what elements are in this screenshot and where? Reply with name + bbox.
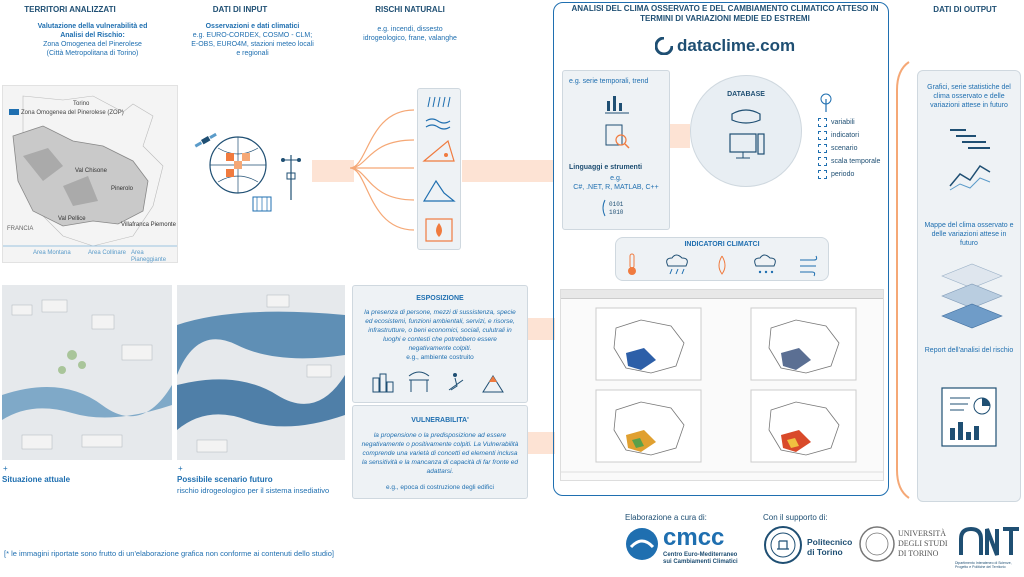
- database-item: [818, 142, 880, 155]
- gantt-icon: [950, 130, 990, 148]
- binary-code-icon: [599, 196, 635, 220]
- building-icon: [253, 197, 271, 211]
- dist-caption: Dipartimento Interateneo di Scienze, Progetto e Politiche del Territorio: [955, 561, 1012, 569]
- output-bracket: [893, 60, 911, 500]
- cmcc-emblem-icon: [625, 527, 659, 561]
- screenshot-maps-svg: [561, 290, 883, 480]
- esposizione-body: la presenza di persone, mezzi di sussistenza, specie ed ecosistemi, funzioni ambientali, servizi, e risorse, infrastrutture, o beni economici, sociali, culutrali in luoghi e contesti che potrebbero essere negativamente colpiti.: [364, 309, 516, 352]
- indicatori-icons: [624, 252, 820, 278]
- output-grafici: Grafici, serie statistiche del clima osservato e delle variazioni attese in futuro: [927, 84, 1011, 109]
- indicatori-panel: [615, 237, 829, 281]
- map-label-val-chisone: Val Chisone: [75, 168, 107, 174]
- database-item: [818, 168, 880, 181]
- dataclime-logo: [655, 35, 795, 57]
- rischi-branch-lines: [348, 100, 416, 240]
- dist-mark-icon: [957, 527, 1021, 557]
- fire-icon: [426, 219, 452, 241]
- vulnerabilita-title: VULNERABILITA': [411, 417, 469, 424]
- server-computer-icon: [726, 106, 766, 166]
- map-panel: [751, 308, 856, 380]
- skier-icon: [449, 373, 463, 390]
- unito-seal-icon: [858, 525, 896, 563]
- cmcc-sub1: Centro Euro-Mediterraneo: [663, 552, 738, 558]
- map-label-villafranca: Villafranca Piemonte: [121, 222, 176, 228]
- weather-station-icon: [281, 155, 301, 200]
- rain-cloud-icon: [667, 255, 688, 274]
- footer-note: [* le immagini riportate sono frutto di un'elaborazione grafica non conforme ai contenuti dello studio]: [4, 549, 334, 558]
- map-label-pinerolo: Pinerolo: [111, 186, 134, 192]
- unito-line3: DI TORINO: [898, 549, 939, 558]
- scenario-futuro-body: rischio idrogeologico per il sistema insediativo: [177, 486, 330, 495]
- layered-maps-icon: [932, 256, 1007, 336]
- dati-input-title: Osservazioni e dati climatici: [205, 23, 300, 30]
- polito-line2: di Torino: [807, 547, 843, 557]
- serie-linguaggi-panel: [562, 70, 670, 230]
- map-label-francia: FRANCIA: [7, 226, 34, 232]
- polito-seal-icon: [763, 525, 803, 565]
- rischi-icon-panel: [417, 88, 461, 250]
- map-label-zona: Zona Omogenea del Pinerolese (ZOP): [21, 110, 124, 116]
- aerial-future-svg: [177, 285, 345, 460]
- dataclime-text: dataclime.com: [677, 36, 796, 55]
- map-label-torino: Torino: [73, 101, 90, 107]
- linguaggi-body1: e.g.: [610, 175, 622, 182]
- zop-legend-swatch: [9, 109, 19, 115]
- scenario-futuro-title: Possibile scenario futuro: [177, 475, 273, 484]
- database-item: [818, 116, 880, 129]
- output-charts-icons: [946, 126, 996, 196]
- output-mappe: Mappe del clima osservato e delle variazioni attese in futuro: [924, 222, 1014, 247]
- document-search-icon: [603, 123, 633, 151]
- thermometer-icon: [628, 254, 636, 275]
- cmcc-logo: [625, 525, 750, 573]
- header-dati-input: DATI DI INPUT: [212, 5, 268, 14]
- supporto-label: Con il supporto di:: [763, 513, 828, 522]
- territori-line4: (Città Metropolitana di Torino): [46, 50, 139, 57]
- territori-line3: Zona Omogenea del Pinerolese: [43, 41, 142, 48]
- database-item-label: variabili: [831, 119, 855, 126]
- situazione-attuale-label: Situazione attuale: [2, 475, 71, 484]
- rain-icon: [428, 97, 450, 107]
- header-analisi: ANALISI DEL CLIMA OSSERVATO E DEL CAMBIAMENTO CLIMATICO ATTESO IN TERMINI DI VARIAZIONI MEDIE ED ESTREMI: [571, 4, 879, 23]
- aerial-current-svg: [2, 285, 172, 460]
- landslide-icon: [424, 141, 454, 161]
- polito-logo: [763, 525, 858, 570]
- esposizione-title: ESPOSIZIONE: [416, 295, 464, 302]
- territori-line2: Analisi del Rischio:: [60, 32, 125, 39]
- satellite-icon: [194, 132, 217, 148]
- mountain-icon: [483, 376, 503, 392]
- line-chart-icon: [950, 166, 990, 190]
- database-item-label: periodo: [831, 171, 855, 178]
- database-item-label: indicatori: [831, 132, 860, 139]
- database-title: DATABASE: [727, 91, 765, 98]
- serie-text: e.g. serie temporali, trend: [569, 78, 649, 85]
- polito-line1: Politecnico: [807, 537, 853, 547]
- unito-logo: [858, 525, 958, 570]
- map-label-val-pellice: Val Pellice: [58, 216, 86, 222]
- database-item: [818, 129, 880, 142]
- map-label-area-montana: Area Montana: [33, 250, 71, 256]
- plus-marker-2: +: [178, 464, 183, 473]
- dist-logo: [955, 525, 1023, 575]
- svg-text:1010: 1010: [609, 209, 624, 216]
- map-panel: [751, 390, 856, 462]
- drop-fire-icon: [719, 256, 725, 274]
- database-item-label: scala temporale: [831, 158, 881, 165]
- dataclime-icon: [655, 37, 673, 55]
- vulnerabilita-example: e.g., epoca di costruzione degli edifici: [385, 484, 495, 491]
- header-territori: TERRITORI ANALIZZATI: [24, 5, 116, 14]
- header-output: DATI DI OUTPUT: [933, 5, 997, 14]
- vulnerabilita-panel: [352, 405, 528, 499]
- aerial-current-image: [2, 285, 172, 460]
- dati-input-illustration: [193, 115, 313, 215]
- database-circle: [690, 75, 802, 187]
- touch-icon: [815, 92, 837, 114]
- unito-line2: DEGLI STUDI: [898, 539, 948, 548]
- cmcc-wordmark: cmcc: [663, 524, 725, 551]
- connector-esposizione: [527, 318, 555, 340]
- buildings-icon: [373, 374, 393, 392]
- screenshot-tab-bar: [561, 290, 883, 299]
- database-list: [818, 116, 880, 181]
- connector-vulnerabilita: [527, 432, 555, 454]
- flood-icon: [426, 119, 450, 129]
- output-report: Report dell'analisi del rischio: [924, 347, 1014, 354]
- territory-map: [2, 85, 178, 263]
- elaborazione-label: Elaborazione a cura di:: [625, 513, 707, 522]
- esposizione-example: e.g., ambiente costruito: [406, 354, 474, 361]
- esposizione-icons: [371, 370, 511, 394]
- unito-line1: UNIVERSITÀ: [898, 529, 946, 538]
- rischi-icons-svg: [418, 89, 460, 249]
- dati-input-text: [190, 22, 315, 58]
- chart-icon: [603, 91, 633, 116]
- plus-marker-1: +: [3, 464, 8, 473]
- connector-rischi-to-analisi: [462, 160, 554, 182]
- report-icon: [940, 386, 998, 448]
- zop-area: [13, 126, 148, 226]
- database-item-label: scenario: [831, 145, 858, 152]
- territori-line1: Valutazione della vulnerabilità ed: [37, 23, 148, 30]
- vulnerabilita-body: la propensione o la predisposizione ad essere negativamente o positivamente colpiti. La Vulnerabilità comprende una varietà di concetti ed elementi inclusa la sensitività e la mancanza di capacità di far fronte ed adattarsi.: [361, 432, 519, 475]
- linguaggi-body2: C#, .NET, R, MATLAB, C++: [573, 184, 659, 191]
- rischi-body: e.g. incendi, dissesto idrogeologico, frane, valanghe: [363, 26, 457, 42]
- map-panel: [596, 390, 701, 462]
- snow-cloud-icon: [755, 255, 776, 273]
- cmcc-sub2: sui Cambiamenti Climatici: [663, 559, 738, 565]
- territori-description: [5, 22, 180, 58]
- aerial-future-image: [177, 285, 345, 460]
- wind-icon: [800, 256, 817, 276]
- indicatori-title: INDICATORI CLIMATCI: [684, 241, 760, 248]
- output-panel: [917, 70, 1021, 502]
- map-panel: [596, 308, 701, 380]
- maps-screenshot: [560, 289, 884, 481]
- map-label-area-pianeggiante: Area Pianeggiante: [131, 250, 167, 263]
- esposizione-panel: [352, 285, 528, 403]
- avalanche-icon: [424, 181, 454, 201]
- header-rischi: RISCHI NATURALI: [375, 5, 445, 14]
- database-item: [818, 155, 880, 168]
- svg-text:0101: 0101: [609, 201, 624, 208]
- satellite-globe-svg: [193, 115, 313, 215]
- dati-input-body: e.g. EURO-CORDEX, COSMO - CLM; E-OBS, EURO4M, stazioni meteo locali e regionali: [191, 32, 314, 57]
- bridge-icon: [409, 372, 429, 392]
- linguaggi-title: Linguaggi e strumenti: [569, 164, 643, 171]
- map-label-area-collinare: Area Collinare: [88, 250, 127, 256]
